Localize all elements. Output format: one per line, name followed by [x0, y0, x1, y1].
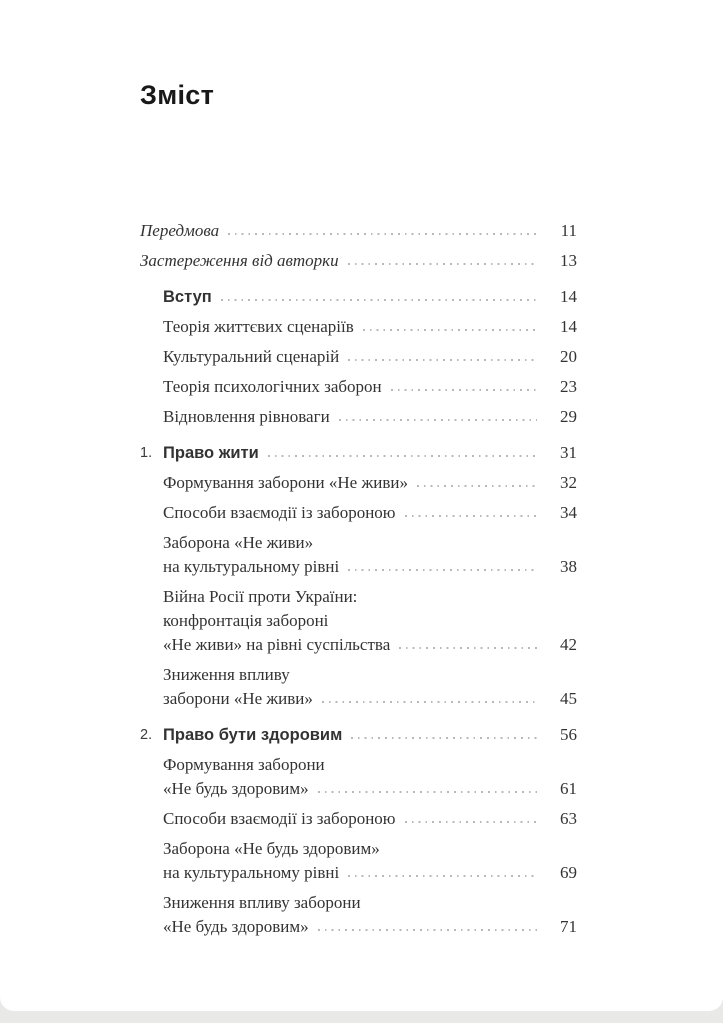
toc-entry-line [163, 531, 577, 555]
toc-entry-title: конфронтація забороні [163, 611, 329, 630]
page-number: 20 [560, 347, 577, 366]
chapter-number [140, 891, 163, 939]
page-number: 69 [560, 863, 577, 882]
chapter-number [140, 585, 163, 657]
toc-entry[interactable] [140, 807, 577, 831]
toc-entry-title: Зниження впливу заборони [163, 893, 361, 912]
page-number: 13 [560, 251, 577, 270]
toc-entry-title: Право жити [163, 444, 259, 462]
toc-entry-body [163, 891, 577, 939]
page-title: Зміст [140, 80, 215, 110]
toc-entry-body [163, 315, 577, 339]
toc-entry-title: «Не будь здоровим» [163, 779, 309, 798]
toc-entry-body [163, 723, 577, 747]
dotted-leader [399, 647, 537, 649]
toc-entry[interactable] [140, 585, 577, 657]
toc-entry[interactable] [140, 891, 577, 939]
toc-entry-line [163, 915, 577, 939]
toc-entry[interactable] [140, 471, 577, 495]
toc-entry-body [163, 501, 577, 525]
toc-entry-title: Вступ [163, 288, 212, 306]
toc-entry-body [163, 405, 577, 429]
dotted-leader [405, 515, 538, 517]
toc-entry-line [163, 777, 577, 801]
dotted-leader [391, 389, 537, 391]
toc-entry[interactable] [140, 753, 577, 801]
dotted-leader [318, 929, 537, 931]
toc-entry-title: Формування заборони [163, 755, 325, 774]
chapter-number [140, 285, 163, 309]
toc-entry-line [163, 723, 577, 747]
dotted-leader [339, 419, 537, 421]
toc-entry-line [163, 405, 577, 429]
toc-entry-body [163, 753, 577, 801]
page-number: 11 [560, 221, 577, 240]
toc-entry-title: Культуральний сценарій [163, 347, 340, 366]
chapter-number [140, 315, 163, 339]
toc-entry-title: Право бути здоровим [163, 726, 343, 744]
page-number: 56 [560, 725, 577, 744]
toc-entry-line [163, 663, 577, 687]
toc-entry-title: Заборона «Не живи» [163, 533, 314, 552]
toc-entry-body [140, 249, 577, 273]
toc-entry-title: «Не будь здоровим» [163, 917, 309, 936]
toc-entry[interactable] [140, 663, 577, 711]
dotted-leader [348, 569, 537, 571]
toc-entry-line [163, 807, 577, 831]
toc-entry[interactable] [140, 249, 577, 273]
page-number: 14 [560, 287, 577, 306]
page-number: 71 [560, 917, 577, 936]
toc-entry-title: Формування заборони «Не живи» [163, 473, 408, 492]
toc-entry-title: Способи взаємодії із забороною [163, 503, 396, 522]
toc-entry-title: «Не живи» на рівні суспільства [163, 635, 391, 654]
toc-entry-line [163, 471, 577, 495]
dotted-leader [348, 263, 537, 265]
toc-entry-body [163, 441, 577, 465]
chapter-number [140, 837, 163, 885]
toc-entry-body [163, 585, 577, 657]
toc-entry-line [163, 633, 577, 657]
toc-entry-line [163, 501, 577, 525]
dotted-leader [417, 485, 537, 487]
toc-entry-line [163, 891, 577, 915]
toc-entry-line [163, 345, 577, 369]
chapter-number [140, 471, 163, 495]
dotted-leader [221, 299, 537, 301]
dotted-leader [363, 329, 537, 331]
toc-entry-line [140, 219, 577, 243]
dotted-leader [268, 455, 537, 457]
toc-entry-body [163, 375, 577, 399]
page-number: 34 [560, 503, 577, 522]
toc-entry-line [163, 609, 577, 633]
dotted-leader [348, 875, 537, 877]
toc-entry-line [140, 249, 577, 273]
page-number: 14 [560, 317, 577, 336]
toc-entry-title: Війна Росії проти України: [163, 587, 358, 606]
toc-entry-body [140, 219, 577, 243]
toc-entry-line [163, 753, 577, 777]
dotted-leader [348, 359, 537, 361]
chapter-number [140, 345, 163, 369]
page-number: 38 [560, 557, 577, 576]
chapter-number [140, 375, 163, 399]
toc-entry-body [163, 345, 577, 369]
page-number: 45 [560, 689, 577, 708]
toc-entry-line [163, 375, 577, 399]
page-number: 42 [560, 635, 577, 654]
toc-entry-title: Відновлення рівноваги [163, 407, 330, 426]
page-number: 31 [560, 443, 577, 462]
toc-entry-body [163, 471, 577, 495]
dotted-leader [405, 821, 538, 823]
page-number: 29 [560, 407, 577, 426]
page-number: 63 [560, 809, 577, 828]
dotted-leader [228, 233, 537, 235]
toc-entry-line [163, 585, 577, 609]
toc-entry-title: на культуральному рівні [163, 863, 340, 882]
chapter-number: 2. [140, 727, 153, 743]
toc-entry[interactable] [140, 501, 577, 525]
chapter-number [140, 663, 163, 711]
chapter-number [140, 531, 163, 579]
toc-entry[interactable] [140, 405, 577, 429]
toc-entry[interactable] [140, 315, 577, 339]
toc-entry[interactable] [140, 531, 577, 579]
toc-list [140, 219, 577, 939]
toc-entry[interactable] [140, 345, 577, 369]
chapter-number: 1. [140, 445, 153, 461]
toc-entry-line [163, 861, 577, 885]
toc-entry-body [163, 807, 577, 831]
toc-entry-line [163, 837, 577, 861]
toc-entry[interactable] [140, 441, 577, 465]
dotted-leader [318, 791, 537, 793]
toc-entry-title: Способи взаємодії із забороною [163, 809, 396, 828]
chapter-number [140, 405, 163, 429]
toc-entry-body [163, 663, 577, 711]
chapter-number [140, 807, 163, 831]
toc-entry-title: Передмова [140, 221, 220, 240]
toc-entry[interactable] [140, 837, 577, 885]
toc-entry-line [163, 285, 577, 309]
dotted-leader [351, 737, 537, 739]
toc-entry[interactable] [140, 219, 577, 243]
toc-entry[interactable] [140, 723, 577, 747]
toc-entry-title: Зниження впливу [163, 665, 290, 684]
page-number: 23 [560, 377, 577, 396]
toc-entry-title: Заборона «Не будь здоровим» [163, 839, 380, 858]
page-number: 32 [560, 473, 577, 492]
toc-entry-title: на культуральному рівні [163, 557, 340, 576]
toc-entry-line [163, 441, 577, 465]
toc-entry[interactable] [140, 285, 577, 309]
toc-entry-body [163, 837, 577, 885]
page-number: 61 [560, 779, 577, 798]
toc-entry-title: Теорія психологічних заборон [163, 377, 382, 396]
chapter-number [140, 753, 163, 801]
toc-entry-body [163, 531, 577, 579]
dotted-leader [322, 701, 537, 703]
toc-entry-body [163, 285, 577, 309]
toc-entry-line [163, 555, 577, 579]
toc-entry-title: заборони «Не живи» [163, 689, 313, 708]
chapter-number [140, 501, 163, 525]
toc-entry-line [163, 687, 577, 711]
toc-entry-title: Теорія життєвих сценаріїв [163, 317, 354, 336]
toc-entry-line [163, 315, 577, 339]
toc-entry[interactable] [140, 375, 577, 399]
toc-entry-title: Застереження від авторки [140, 251, 339, 270]
